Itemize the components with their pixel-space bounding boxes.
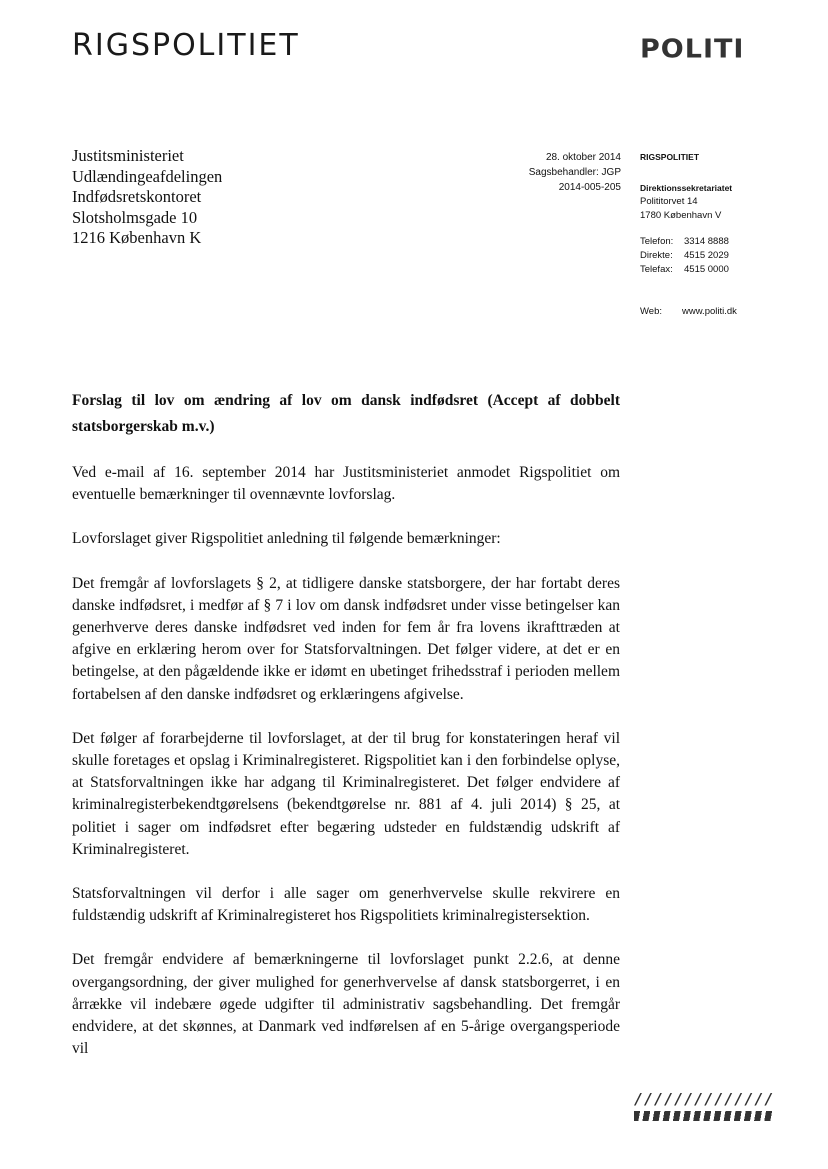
phone-label: Telefon: — [640, 236, 674, 247]
web-label: Web: — [640, 306, 663, 317]
direct-value: 4515 2029 — [684, 250, 729, 261]
body-paragraph: Lovforslaget giver Rigspolitiet anledning til følgende bemærkninger: — [72, 530, 501, 548]
body-paragraph: Det fremgår af lovforslagets § 2, at tidligere danske statsborgere, der har fortabt deres danske indfødsret, i medfør af § 7 i lov om dansk indfødsret under visse betingelser kan generhverve deres danske indfødsret ved inden for fem år fra lovens ikrafttræden at afgive en erklæring herom over for Statsforvaltningen. Det følger videre, at det er en betingelse, at den pågældende ikke er idømt en ubetinget frihedsstraf i perioden mellem fortabelsen af den danske indfødsret og erklæringens afgivelse. — [72, 574, 620, 703]
body-paragraph: Det følger af forarbejderne til lovforslaget, at der til brug for konstateringen heraf vil skulle foretages et opslag i Kriminalregisteret. Rigspolitiet kan i den forbindelse oplyse, at Statsforvaltningen ikke har adgang til Kriminalregisteret. Det følger endvidere af kriminalregisterbekendtgørelsens (bekendtgørelse nr. 881 af 4. juli 2014) § 25, at politiet i sager om indfødsret efter begæring udsteder en fuldstændig udskrift af Kriminalregisteret. — [72, 729, 620, 858]
sender-street: Polititorvet 14 — [640, 196, 698, 207]
recipient-address — [72, 146, 222, 249]
letter-body — [72, 462, 620, 1082]
web-link[interactable]: www.politi.dk — [682, 306, 737, 317]
sender-info — [640, 150, 737, 319]
letterhead-title: RIGSPOLITIET — [72, 28, 300, 63]
stripe-marks-bottom — [634, 1111, 774, 1121]
sender-address — [640, 181, 737, 223]
recipient-line: Slotsholmsgade 10 — [72, 207, 198, 227]
sender-name: RIGSPOLITIET — [640, 152, 700, 162]
direct-label: Direkte: — [640, 250, 673, 261]
sender-contact — [640, 235, 737, 277]
recipient-line: Udlændingeafdelingen — [72, 166, 223, 186]
phone-row — [640, 235, 737, 249]
web-row — [640, 305, 737, 319]
fax-value: 4515 0000 — [684, 264, 729, 275]
direct-row — [640, 249, 737, 263]
case-handler: Sagsbehandler: JGP — [528, 167, 621, 178]
letter-date: 28. oktober 2014 — [545, 152, 621, 163]
letter-subject: Forslag til lov om ændring af lov om dansk indfødsret (Accept af dobbelt statsborgerskab m.v.) — [72, 392, 620, 435]
recipient-line: 1216 København K — [72, 228, 202, 247]
footer-stripe-mark — [634, 1092, 774, 1121]
recipient-line: Justitsministeriet — [72, 146, 184, 165]
politi-logo: POLITI — [640, 34, 745, 65]
stripe-marks-top: ////////////// — [634, 1090, 775, 1108]
body-paragraph: Ved e-mail af 16. september 2014 har Justitsministeriet anmodet Rigspolitiet om eventuelle bemærkninger til ovennævnte lovforslag. — [72, 464, 620, 504]
body-paragraph: Det fremgår endvidere af bemærkningerne til lovforslaget punkt 2.2.6, at denne overgangsordning, der giver mulighed for generhvervelse af dansk statsborgerret, i en årrække vil indebære øgede udgifter til administrativ sagsbehandling. Det fremgår endvidere, at det skønnes, at Danmark ved indførelsen af en 5-årige overgangsperiode vil — [72, 951, 620, 1058]
body-paragraph: Statsforvaltningen vil derfor i alle sager om generhvervelse skulle rekvirere en fuldstændig udskrift af Kriminalregisteret hos Rigspolitiets kriminalregistersektion. — [72, 885, 620, 925]
letter-meta — [500, 150, 621, 195]
fax-row — [640, 263, 737, 277]
fax-label: Telefax: — [640, 264, 673, 275]
recipient-line: Indfødsretskontoret — [72, 187, 202, 206]
sender-department: Direktionssekretariatet — [640, 183, 733, 193]
sender-city: 1780 København V — [640, 210, 722, 221]
case-number: 2014-005-205 — [558, 182, 621, 193]
phone-value: 3314 8888 — [684, 236, 729, 247]
